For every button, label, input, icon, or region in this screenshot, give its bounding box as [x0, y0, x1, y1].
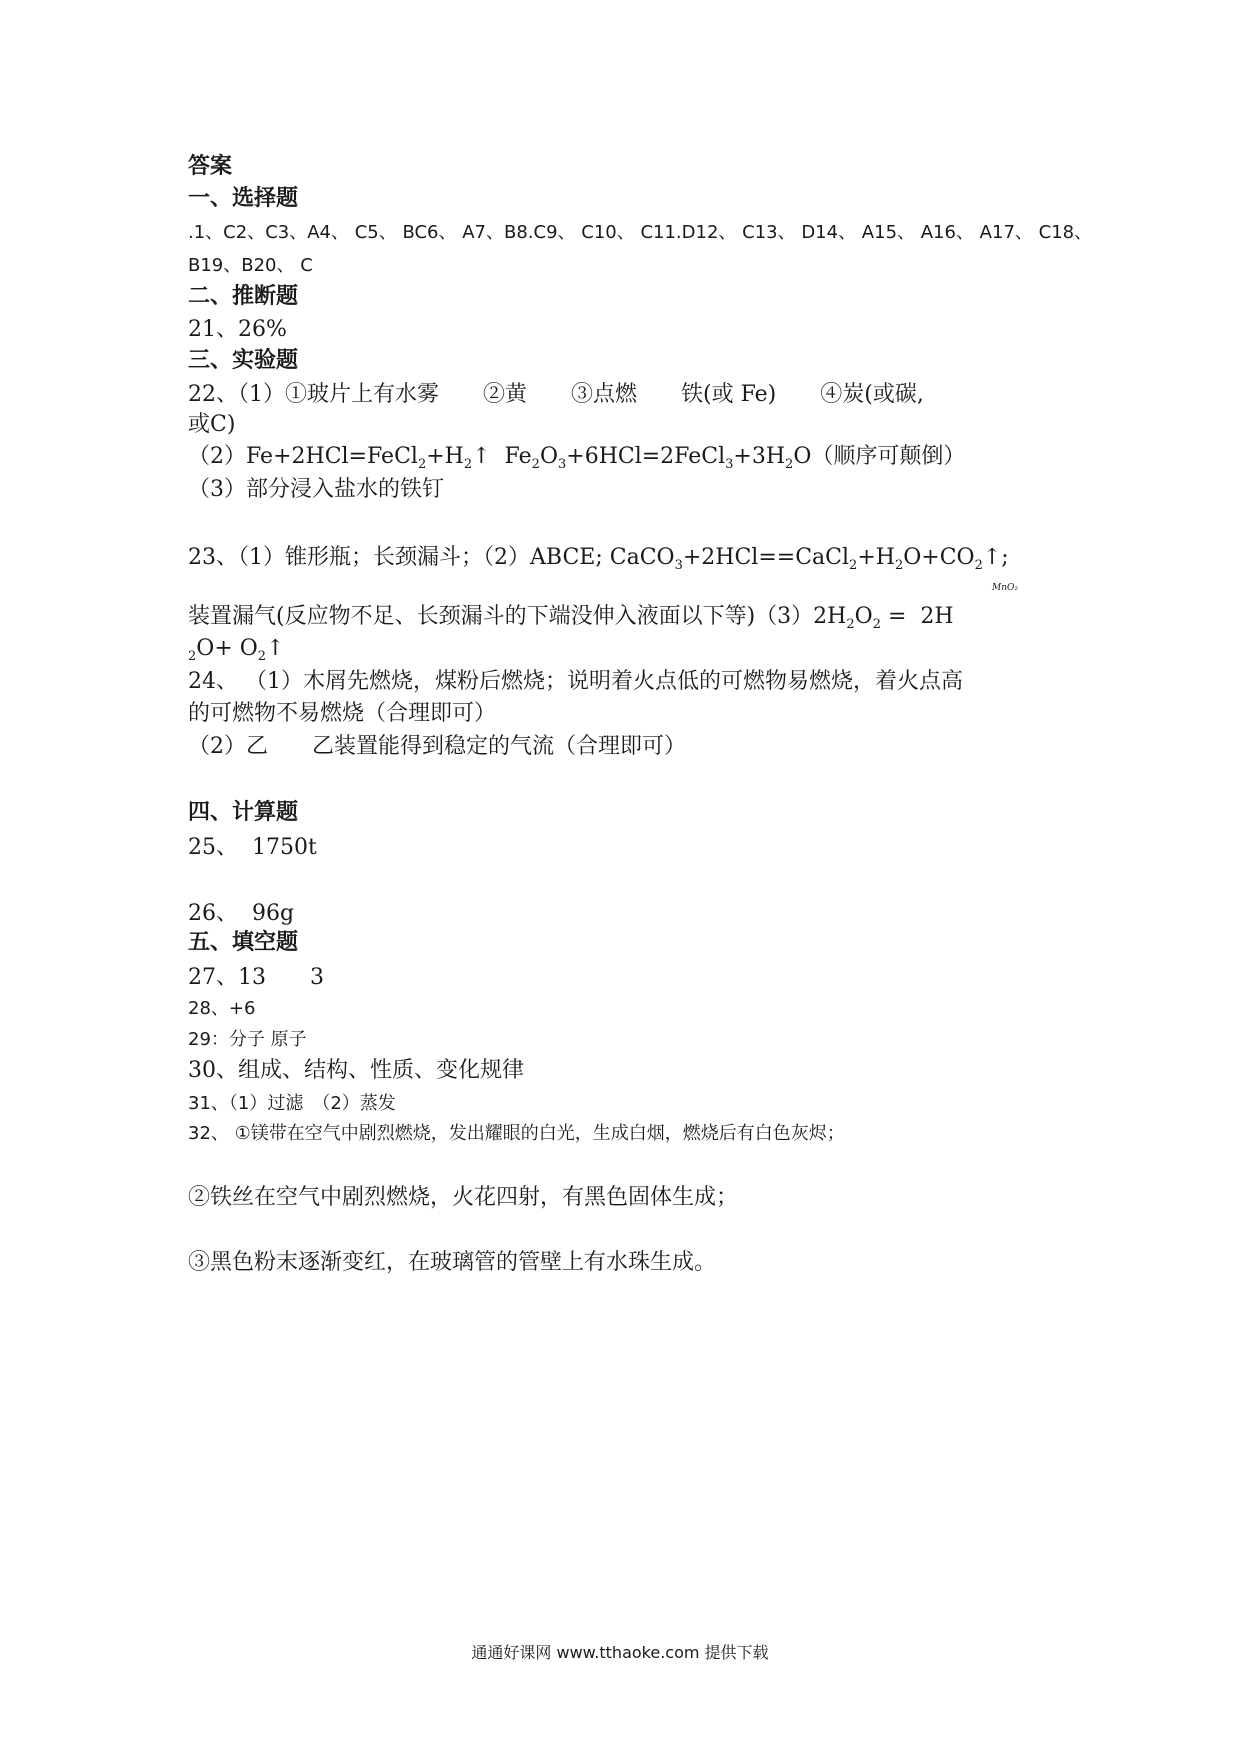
answer-22-equations: $(2)Fe+2HCl=FeCl_2+H_2↑$ $Fe_2O_3+6HCl=2FeCl_3+3H_2O$（顺序可颠倒） — [188, 444, 966, 472]
answer-23-line3: $_2O+ O_2↑$ — [188, 636, 285, 664]
answer-26: 26、 96g — [188, 901, 295, 926]
answer-23-line2: 装置漏气(反应物不足、长颈漏斗的下端没伸入液面以下等)$(3)2H_2O_2 = 2H$ — [188, 604, 954, 632]
answer-31: 31、（1）过滤 （2）蒸发 — [188, 1093, 396, 1114]
answer-25: 25、 1750t — [188, 835, 317, 860]
section-heading-experiment: 三、实验题 — [188, 348, 299, 373]
answer-22-line1: 22、（1）①玻片上有水雾 ②黄 ③点燃 铁(或 Fe) ④炭(或碳, — [188, 382, 924, 407]
answer-22-line2: 或C) — [188, 412, 236, 437]
answer-29: 29：分子 原子 — [188, 1029, 307, 1050]
choice-answers-line2: B19、B20、 C — [188, 255, 313, 276]
answer-32-line1: 32、 ①镁带在空气中剧烈燃烧，发出耀眼的白光，生成白烟，燃烧后有白色灰烬； — [188, 1123, 845, 1144]
section-heading-fill: 五、填空题 — [188, 930, 299, 955]
answer-24-line1: 24、 （1）木屑先燃烧，煤粉后燃烧；说明着火点低的可燃物易燃烧，着火点高 — [188, 669, 963, 694]
catalyst-label: MnO₂ — [992, 583, 1018, 593]
answer-23-line1: 23、（1）锥形瓶；长颈漏斗；（2）ABCE; $CaCO_3+2HCl==CaCl_2+H_2O+CO_2↑$; — [188, 545, 1009, 573]
answer-32-line3: ③黑色粉末逐渐变红，在玻璃管的管壁上有水珠生成。 — [188, 1250, 717, 1275]
answer-30: 30、组成、结构、性质、变化规律 — [188, 1058, 524, 1083]
answer-24-line3: （2）乙 乙装置能得到稳定的气流（合理即可） — [188, 734, 686, 759]
answer-21: 21、26% — [188, 317, 287, 342]
answer-27: 27、13 3 — [188, 965, 324, 990]
choice-answers-line1: .1、C2、C3、A4、 C5、 BC6、 A7、B8.C9、 C10、 C11.D12、 C13、 D14、 A15、 A16、 A17、 C18、 — [188, 222, 1093, 243]
answer-24-line2: 的可燃物不易燃烧（合理即可） — [188, 701, 497, 726]
section-heading-calculation: 四、计算题 — [188, 800, 299, 825]
footer-credit: 通通好课网 www.tthaoke.com 提供下载 — [471, 1643, 769, 1662]
section-heading-choice: 一、选择题 — [188, 186, 299, 211]
answer-28: 28、+6 — [188, 998, 256, 1019]
answer-32-line2: ②铁丝在空气中剧烈燃烧，火花四射，有黑色固体生成； — [188, 1185, 739, 1210]
page-title: 答案 — [188, 154, 233, 179]
answer-22-part3: （3）部分浸入盐水的铁钉 — [188, 477, 444, 502]
section-heading-inference: 二、推断题 — [188, 284, 299, 309]
